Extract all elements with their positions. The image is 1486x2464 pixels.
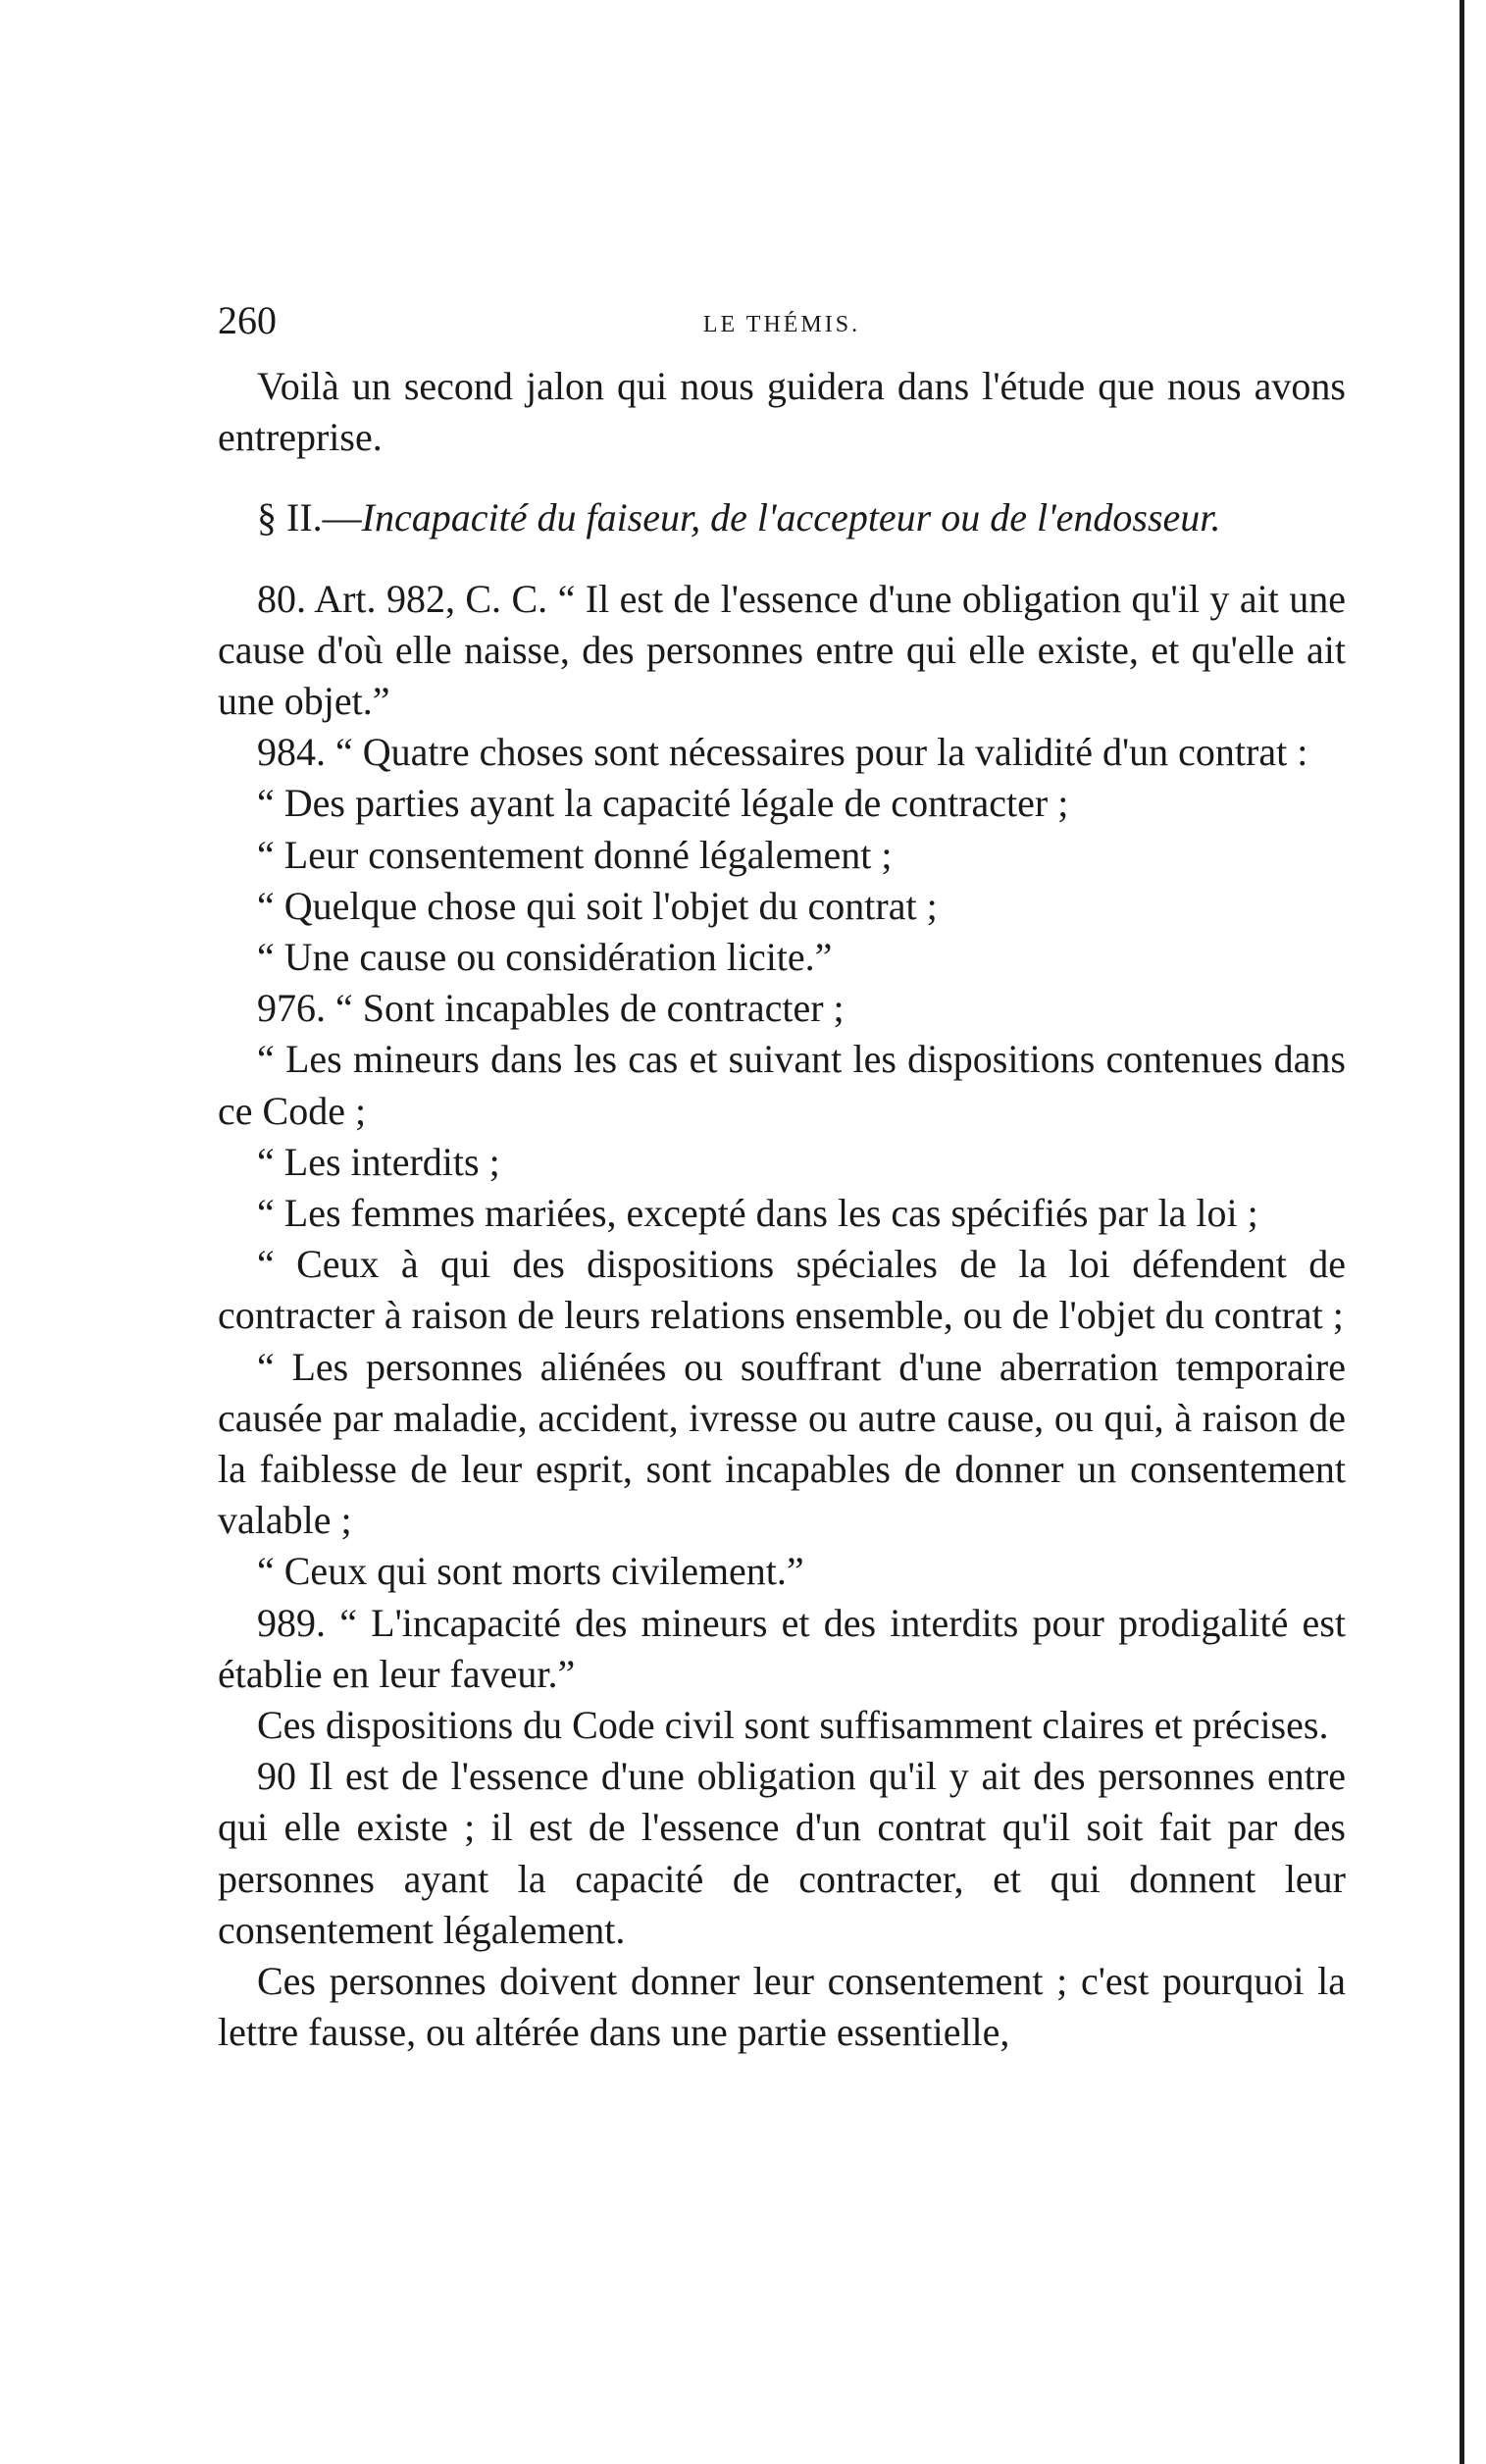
page-edge-border [1460, 0, 1464, 2464]
quoted-line: “ Les interdits ; [257, 1139, 500, 1184]
paragraph: Voilà un second jalon qui nous guidera dans l'étude que nous avons entreprise. [218, 364, 1346, 460]
page-header [218, 296, 1346, 345]
page-body [218, 361, 1346, 2059]
paragraph: Ces personnes doivent donner leur consentement ; c'est pourquoi la lettre fausse, ou altérée dans une partie essentielle, [218, 1959, 1346, 2055]
section-title: Incapacité du faiseur, de l'accepteur ou de l'endosseur. [361, 495, 1221, 540]
quoted-line: “ Leur consentement donné légalement ; [257, 832, 893, 877]
quoted-line: “ Les personnes aliénées ou souffrant d'une aberration temporaire causée par maladie, accident, ivresse ou autre cause, ou qui, à raison de la faiblesse de leur esprit, sont incapables de donner un consentement valable ; [218, 1344, 1346, 1543]
quoted-line: “ Ceux qui sont morts civilement.” [257, 1549, 804, 1594]
paragraph: 976. “ Sont incapables de contracter ; [257, 986, 845, 1031]
quoted-line: “ Quelque chose qui soit l'objet du contrat ; [257, 883, 938, 928]
quoted-line: “ Les femmes mariées, excepté dans les cas spécifiés par la loi ; [257, 1191, 1258, 1236]
paragraph: 80. Art. 982, C. C. “ Il est de l'essence d'une obligation qu'il y ait une cause d'où elle naisse, des personnes entre qui elle existe, et qu'elle ait une objet.” [218, 576, 1346, 724]
quoted-line: “ Ceux à qui des dispositions spéciales de la loi défendent de contracter à raison de leurs relations ensemble, ou de l'objet du contrat ; [218, 1242, 1346, 1338]
paragraph: Ces dispositions du Code civil sont suffisamment claires et précises. [257, 1703, 1329, 1748]
page-number: 260 [218, 298, 277, 342]
section-sign: § II.— [257, 495, 362, 540]
quoted-line: “ Des parties ayant la capacité légale de contracter ; [257, 781, 1069, 826]
paragraph: 989. “ L'incapacité des mineurs et des interdits pour prodigalité est établie en leur faveur.” [218, 1600, 1346, 1696]
section-heading [257, 492, 1346, 543]
quoted-line: “ Les mineurs dans les cas et suivant les dispositions contenues dans ce Code ; [218, 1037, 1346, 1133]
quoted-line: “ Une cause ou considération licite.” [257, 935, 833, 980]
running-title: LE THÉMIS. [702, 312, 861, 337]
paragraph: 984. “ Quatre choses sont nécessaires pour la validité d'un contrat : [257, 730, 1308, 775]
paragraph: 90 Il est de l'essence d'une obligation qu'il y ait des personnes entre qui elle existe ; il est de l'essence d'un contrat qu'il soit fait par des personnes ayant la capacité de contracter, et qui donnent leur consentement légalement. [218, 1754, 1346, 1952]
